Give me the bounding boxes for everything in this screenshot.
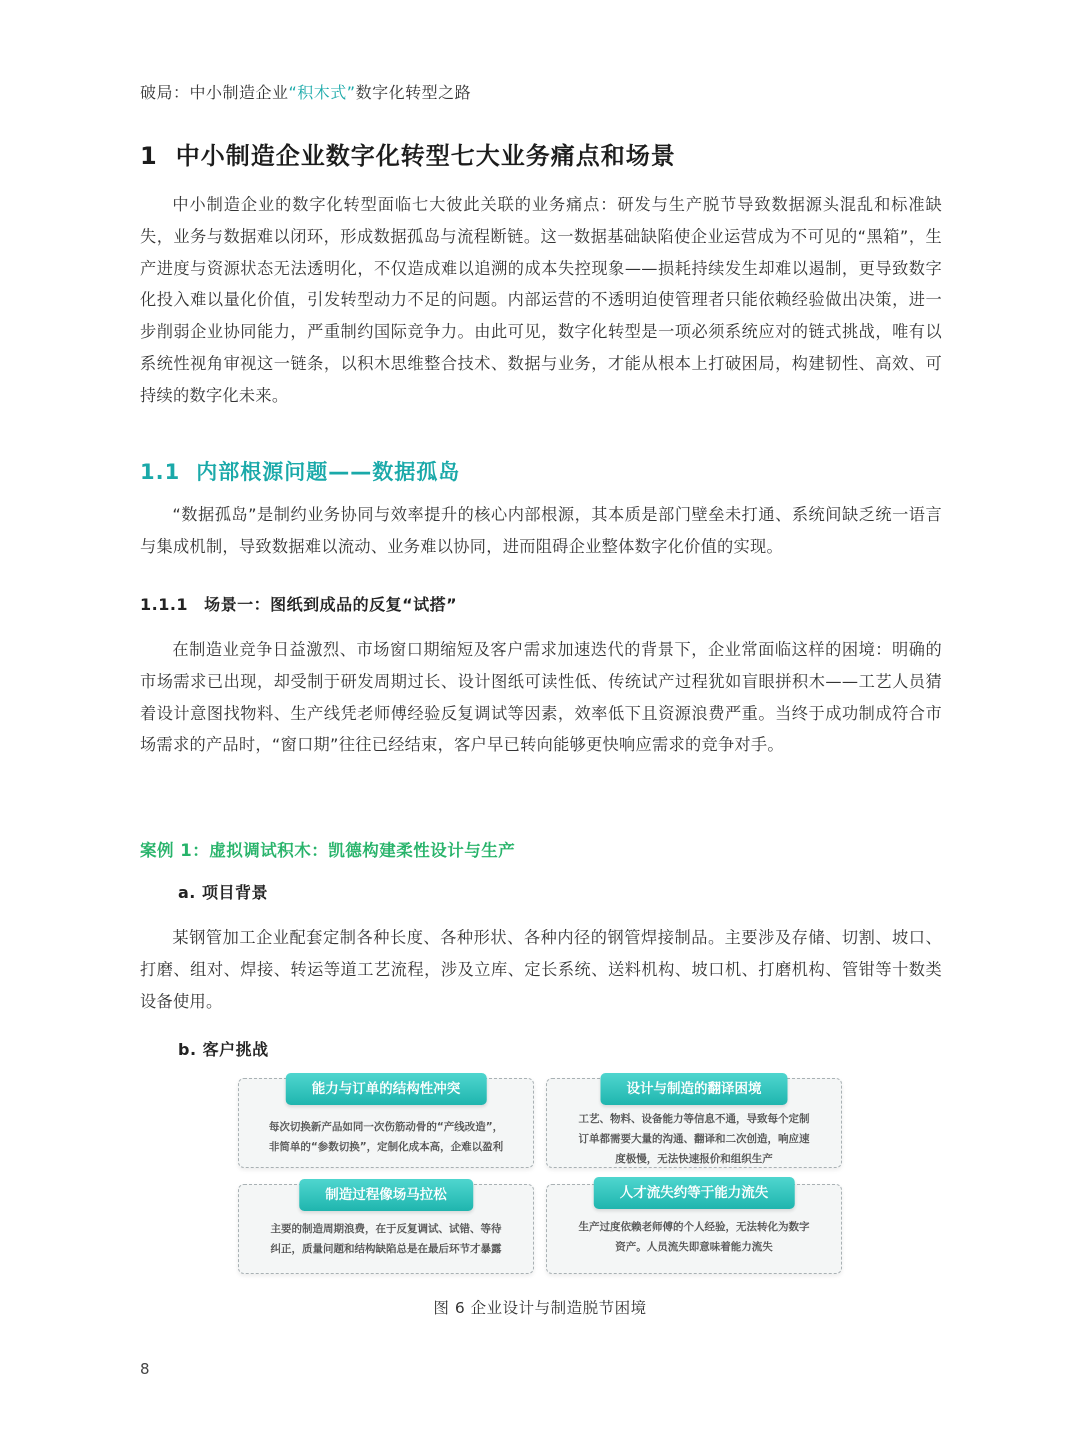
challenge-card bbox=[546, 1184, 842, 1274]
section-1-1-heading: 1.1 内部根源问题——数据孤岛 bbox=[140, 460, 461, 484]
challenge-card bbox=[546, 1078, 842, 1168]
challenge-card-title: 能力与订单的结构性冲突 bbox=[286, 1073, 487, 1105]
case-1-heading: 案例 1：虚拟调试积木：凯德构建柔性设计与生产 bbox=[140, 841, 516, 860]
challenge-card-title: 人才流失约等于能力流失 bbox=[594, 1177, 795, 1209]
intro-paragraph: 中小制造企业的数字化转型面临七大彼此关联的业务痛点：研发与生产脱节导致数据源头混乱和标准缺失，业务与数据难以闭环，形成数据孤岛与流程断链。这一数据基础缺陷使企业运营成为不可见的“黑箱”，生产进度与资源状态无法透明化，不仅造成难以追溯的成本失控现象——损耗持续发生却难以遏制，更导致数字化投入难以量化价值，引发转型动力不足的问题。内部运营的不透明迫使管理者只能依赖经验做出决策，进一步削弱企业协同能力，严重制约国际竞争力。由此可见，数字化转型是一项必须系统应对的链式挑战，唯有以系统性视角审视这一链条，以积木思维整合技术、数据与业务，才能从根本上打破困局，构建韧性、高效、可持续的数字化未来。 bbox=[140, 195, 942, 405]
challenge-card-text: 生产过度依赖老师傅的个人经验，无法转化为数字 资产。人员流失即意味着能力流失 bbox=[578, 1221, 810, 1253]
challenge-card-title: 制造过程像场马拉松 bbox=[299, 1179, 473, 1211]
figure-6-diagram bbox=[236, 1070, 848, 1280]
customer-challenge-heading: b. 客户挑战 bbox=[178, 1040, 269, 1059]
section-1-heading: 1 中小制造企业数字化转型七大业务痛点和场景 bbox=[140, 142, 676, 170]
data-island-paragraph: “数据孤岛”是制约业务协同与效率提升的核心内部根源，其本质是部门壁垒未打通、系统间缺乏统一语言与集成机制，导致数据难以流动、业务难以协同，进而阻碍企业整体数字化价值的实现。 bbox=[140, 505, 942, 556]
challenge-card-text: 每次切换新产品如同一次伤筋动骨的“产线改造”， 非简单的“参数切换”，定制化成本高，企难以盈利 bbox=[268, 1121, 504, 1153]
running-header: 破局：中小制造企业“积木式”数字化转型之路 bbox=[140, 83, 472, 102]
challenge-card-text: 主要的制造周期浪费，在于反复调试、试错、等待 纠正，质量问题和结构缺陷总是在最后环节才暴露 bbox=[270, 1223, 502, 1255]
project-background-heading: a. 项目背景 bbox=[178, 883, 268, 902]
challenge-card bbox=[238, 1078, 534, 1168]
challenge-card-title: 设计与制造的翻译困境 bbox=[601, 1073, 788, 1105]
page-number: 8 bbox=[140, 1360, 150, 1378]
project-background-paragraph: 某钢管加工企业配套定制各种长度、各种形状、各种内径的钢管焊接制品。主要涉及存储、切割、坡口、打磨、组对、焊接、转运等道工艺流程，涉及立库、定长系统、送料机构、坡口机、打磨机构、管钳等十数类设备使用。 bbox=[140, 928, 942, 1011]
figure-caption: 图 6 企业设计与制造脱节困境 bbox=[433, 1299, 647, 1317]
challenge-card-text: 工艺、物料、设备能力等信息不通，导致每个定制 订单都需要大量的沟通、翻译和二次创造，响应速 度极慢，无法快速报价和组织生产 bbox=[578, 1113, 810, 1165]
section-1-1-1-heading: 1.1.1 场景一：图纸到成品的反复“试搭” bbox=[140, 595, 458, 614]
scenario-paragraph: 在制造业竞争日益激烈、市场窗口期缩短及客户需求加速迭代的背景下，企业常面临这样的困境：明确的市场需求已出现，却受制于研发周期过长、设计图纸可读性低、传统试产过程犹如盲眼拼积木——工艺人员猜着设计意图找物料、生产线凭老师傅经验反复调试等因素，效率低下且资源浪费严重。当终于成功制成符合市场需求的产品时，“窗口期”往往已经结束，客户早已转向能够更快响应需求的竞争对手。 bbox=[140, 640, 942, 755]
challenge-card bbox=[238, 1184, 534, 1274]
